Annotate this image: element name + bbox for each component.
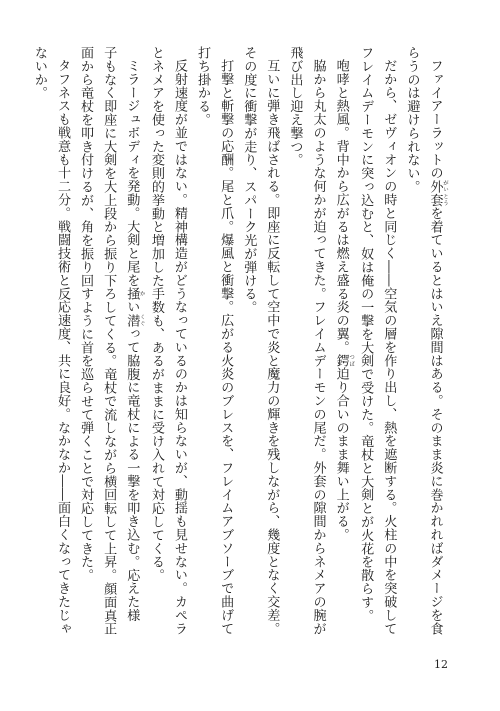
ruby-reading: がいとう [442, 179, 448, 207]
text-run: タフネスも戦意も十二分。戦闘技術と反応速度、共に良好。なかなか――面白くなってきたじゃ [55, 59, 70, 636]
text-run: 互いに弾き飛ばされる。即座に反転して空中で炎と魔力の輝きを残しながら、幾度となく交差。 [264, 59, 280, 636]
text-run: だから、ゼヴィオンの時と同じく――空気の層を作り出し、熱を遮断する。火柱の中を突破して [381, 59, 397, 636]
text-line [260, 46, 283, 636]
text-run: 打ち掛かる。 [195, 46, 211, 127]
text-run: って脇腹に竜杖による一撃を叩き込む。応えた様 [124, 327, 140, 622]
text-run: ないか。 [31, 46, 47, 100]
ruby-word [427, 179, 448, 207]
text-line [423, 46, 448, 636]
text-run: を着ているとはいえ隙間はある。そのまま炎に巻かれればダメージを食 [427, 206, 443, 636]
text-run: らうのは避けられない。 [404, 46, 420, 194]
ruby-base: 潜 [124, 313, 140, 328]
text-run: 反射速度が並ではない。精神構造がどうなっているのかは知らないが、動揺も見せない。カペラ [171, 59, 187, 636]
ruby-word [333, 353, 355, 368]
text-run: とネメアを使った変則的挙動と増加した手数も、あるがままに受け入れて対応してくる。 [148, 46, 164, 582]
text-run: ファイアーラットの [427, 59, 443, 180]
text-run: 打撃と斬撃の応酬。尾と爪。爆風と衝撃。広がる火炎のブレスを、フレイムアブソーブで曲げて [218, 59, 234, 636]
text-line [283, 46, 306, 626]
text-line [191, 46, 214, 626]
ruby-word [124, 286, 145, 301]
text-line [330, 46, 355, 626]
text-line [74, 46, 97, 626]
text-line [400, 46, 423, 626]
ruby-base: 外套 [427, 179, 443, 207]
page-number: 12 [434, 658, 448, 671]
text-line [145, 46, 168, 626]
vertical-body-text [31, 46, 448, 636]
ruby-base: 鍔 [333, 353, 349, 368]
text-run: 咆哮と熱風。背中から広がるは燃え盛る炎の翼。 [333, 59, 349, 354]
ruby-reading: つば [348, 353, 355, 368]
text-line [214, 46, 237, 636]
text-line [51, 46, 74, 636]
text-line [168, 46, 191, 636]
text-run: 迫り合いのまま舞い上がる。 [333, 367, 349, 542]
text-run: その度に衝撃が走り、スパーク光が弾ける。 [241, 46, 257, 314]
text-line [306, 46, 329, 636]
text-run: フレイムデーモンに突っ込むと、奴は俺の一撃を大剣で受けた。竜杖と大剣とが火花を散らす。 [358, 46, 374, 623]
text-line [120, 46, 145, 626]
text-run: ミラージュボディを発動。大剣と尾を [124, 59, 140, 287]
ruby-reading: か [138, 286, 145, 301]
text-line [237, 46, 260, 626]
text-line [28, 46, 51, 626]
text-line [97, 46, 120, 636]
text-line [354, 46, 377, 626]
text-line [377, 46, 400, 636]
ruby-reading: くぐ [138, 313, 145, 328]
text-run: 面から竜杖を叩き付けるが、角を振り回すように首を巡らせて弾くことで対応してきた。 [78, 46, 94, 582]
text-run: 子もなく即座に大剣を大上段から振り下ろしてくる。竜杖で流しながら横回転して上昇。顔面真正 [101, 46, 117, 636]
text-run: い [124, 300, 140, 314]
ruby-word [124, 313, 145, 328]
ruby-base: 掻 [124, 286, 140, 301]
text-run: 脇から丸太のような何かが迫ってきた。フレイムデーモンの尾だ。外套の隙間からネメアの腕が [310, 59, 326, 636]
text-run: 飛び出し迎え撃つ。 [287, 46, 303, 167]
